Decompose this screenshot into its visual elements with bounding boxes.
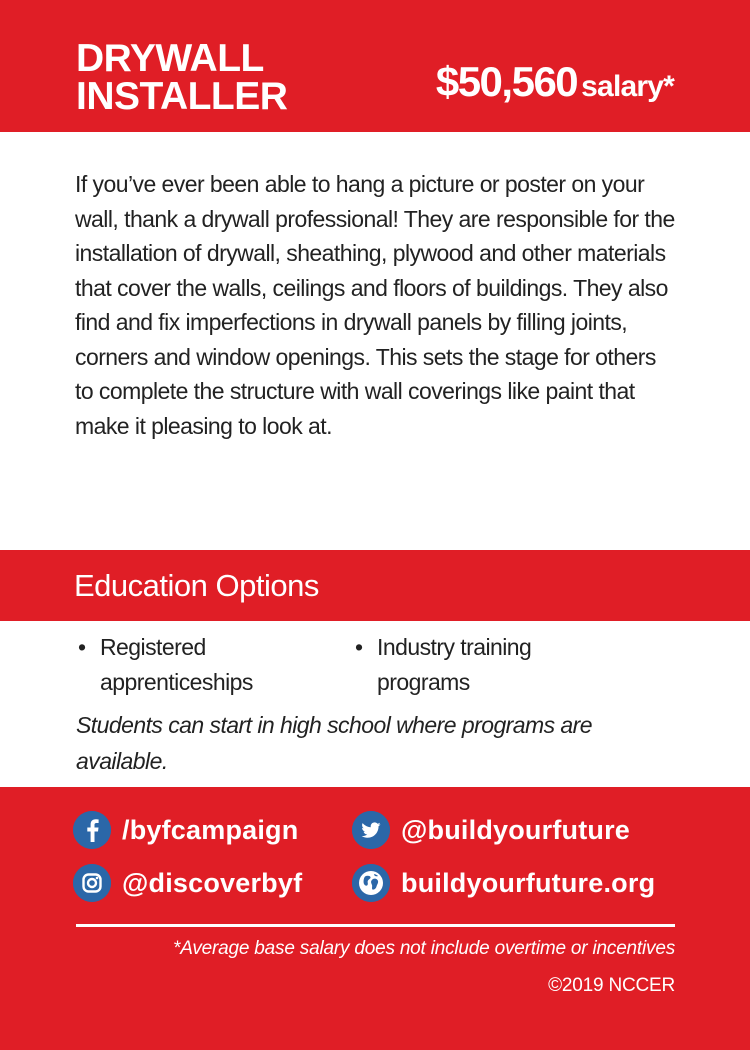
job-title: DRYWALL INSTALLER (76, 37, 288, 118)
twitter-icon (352, 811, 390, 849)
header-band (0, 0, 750, 132)
bullet-icon: • (78, 634, 86, 660)
twitter-handle: @buildyourfuture (401, 814, 631, 845)
copyright: ©2019 NCCER (548, 975, 675, 996)
instagram-handle: @discoverbyf (122, 867, 303, 898)
education-title: Education Options (74, 568, 319, 603)
website-link[interactable] (352, 864, 655, 902)
job-description: If you’ve ever been able to hang a picture or poster on your wall, thank a drywall professional! They are responsible for the installation of drywall, sheathing, plywood and other materials that cover the walls, ceilings and floors of buildings. They also find and fix imperfections in drywall panels by filling joints, corners and window openings. This sets the stage for others to complete the structure with wall coverings like paint that make it pleasing to look at. (75, 171, 675, 439)
footer-divider (76, 924, 675, 927)
education-band (0, 550, 750, 621)
bullet-icon: • (355, 634, 363, 660)
salary-amount: $50,560 (435, 58, 578, 105)
facebook-link[interactable] (73, 811, 298, 849)
instagram-link[interactable] (73, 864, 302, 902)
twitter-link[interactable] (352, 811, 630, 849)
education-option (78, 630, 338, 700)
instagram-icon (73, 864, 111, 902)
salary-unit: salary* (581, 70, 674, 103)
education-option (355, 630, 615, 700)
website-url: buildyourfuture.org (401, 867, 656, 898)
globe-icon (352, 864, 390, 902)
facebook-icon (73, 811, 111, 849)
education-option-label: Industry training programs (377, 634, 532, 695)
footer-band (0, 787, 750, 1050)
salary-disclaimer: *Average base salary does not include overtime or incentives (173, 938, 675, 959)
facebook-handle: /byfcampaign (122, 814, 299, 845)
education-option-label: Registered apprenticeships (100, 634, 253, 695)
salary (436, 58, 674, 106)
education-note: Students can start in high school where programs are available. (76, 712, 593, 774)
